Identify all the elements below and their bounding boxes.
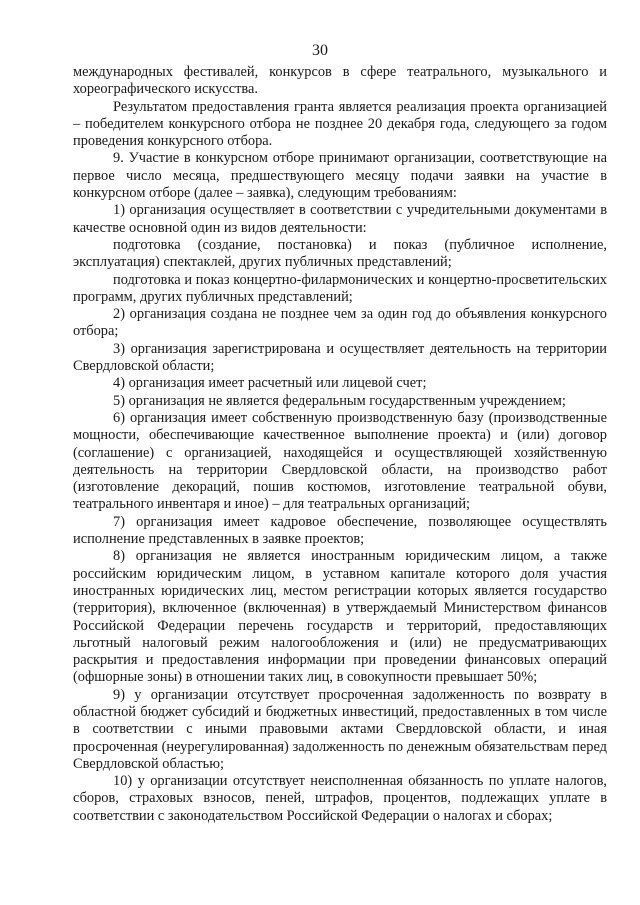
- paragraph-item-9: 9. Участие в конкурсном отборе принимают организации, соответствующие на первое число месяца, предшествующего месяцу подачи заявки на участие в конкурсном отборе (далее – заявка), следующим требованиям:: [73, 150, 607, 202]
- paragraph-requirement-4: 4) организация имеет расчетный или лицевой счет;: [113, 375, 427, 392]
- paragraph-requirement-1: 1) организация осуществляет в соответствии с учредительными документами в качестве основной один из видов деятельности:: [73, 202, 607, 236]
- paragraph-grant-result: Результатом предоставления гранта является реализация проекта организацией – победителем конкурсного отбора не позднее 20 декабря года, следующего за годом проведения конкурсного отбора.: [73, 98, 607, 150]
- paragraph-requirement-8: 8) организация не является иностранным юридическим лицом, а также российским юридическим лицом, в уставном капитале которого доля участия иностранных юридических лиц, местом регистрации которых является государство (территория), включенное (включенная) в утверждаемый Министерством финансов Российской Федерации перечень государств и территорий, предоставляющих льготный налоговый режим налогообложения и (или) не предусматривающих раскрытия и предоставления информации при проведении финансовых операций (офшорные зоны) в отношении таких лиц, в совокупности превышает 50%;: [73, 548, 607, 686]
- paragraph-requirement-6: 6) организация имеет собственную производственную базу (производственные мощности, обеспечивающие качественное выполнение проекта) и (или) договор (соглашение) с организацией, находящейся и осуществляющей хозяйственную деятельность на территории Свердловской области, на производство работ (изготовление декораций, пошив костюмов, изготовление театральной обуви, театрального инвентаря и иное) – для театральных организаций;: [73, 409, 607, 513]
- paragraph-requirement-7: 7) организация имеет кадровое обеспечение, позволяющее осуществлять исполнение представленных в заявке проектов;: [73, 513, 607, 548]
- document-body: [73, 64, 607, 825]
- page-number: 30: [312, 42, 328, 59]
- paragraph-requirement-9: 9) у организации отсутствует просроченная задолженность по возврату в областной бюджет субсидий и бюджетных инвестиций, предоставленных в том числе в соответствии с иными правовыми актами Свердловской области, и иная просроченная (неурегулированная) задолженность по денежным обязательствам перед Свердловской областью;: [73, 686, 607, 772]
- paragraph-requirement-3: 3) организация зарегистрирована и осуществляет деятельность на территории Свердловской области;: [73, 340, 607, 375]
- paragraph-requirement-10: 10) у организации отсутствует неисполненная обязанность по уплате налогов, сборов, страховых взносов, пеней, штрафов, процентов, подлежащих уплате в соответствии с законодательством Российской Федерации о налогах и сборах;: [73, 773, 607, 824]
- paragraph-activity-theatre: подготовка (создание, постановка) и показ (публичное исполнение, эксплуатация) спектаклей, других публичных представлений;: [73, 236, 607, 271]
- paragraph-continuation: международных фестивалей, конкурсов в сфере театрального, музыкального и хореографического искусства.: [73, 64, 607, 98]
- paragraph-requirement-2: 2) организация создана не позднее чем за один год до объявления конкурсного отбора;: [73, 306, 607, 340]
- paragraph-requirement-5: 5) организация не является федеральным государственным учреждением;: [113, 392, 566, 409]
- paragraph-activity-concert: подготовка и показ концертно-филармонических и концертно-просветительских программ, других публичных представлений;: [73, 271, 607, 305]
